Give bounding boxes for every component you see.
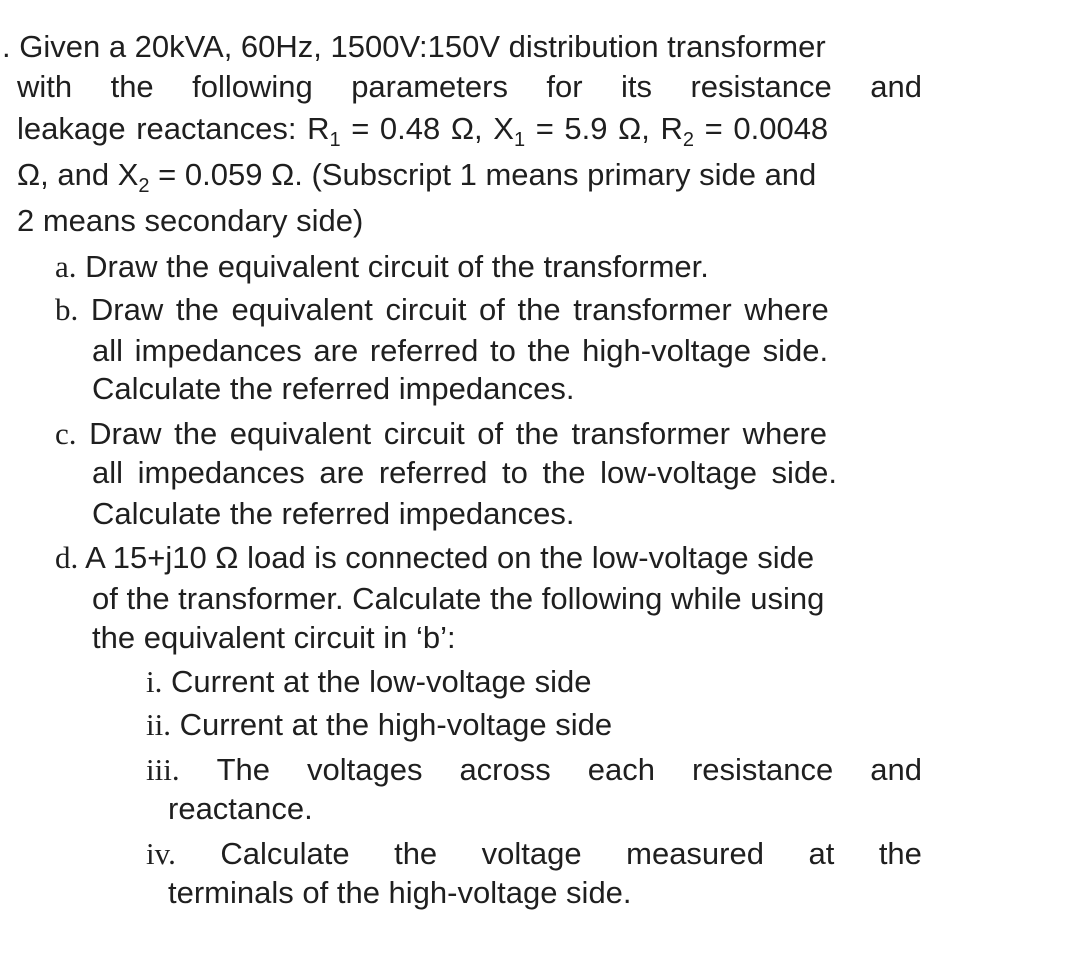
subitem-iii-line-2: reactance. — [168, 791, 313, 826]
word: the — [110, 69, 154, 104]
word: for — [546, 69, 583, 104]
intro-line-2 — [17, 69, 922, 107]
word: across — [459, 752, 551, 787]
item-marker: c. — [55, 416, 77, 451]
word: each — [587, 752, 655, 787]
subscript: 1 — [329, 129, 341, 151]
word: The — [216, 752, 270, 787]
subitem-iv-line-2: terminals of the high-voltage side. — [168, 875, 632, 910]
item-b-line-1: b. Draw the equivalent circuit of the transformer where — [55, 292, 829, 327]
item-d-line-2: of the transformer. Calculate the following while using — [92, 581, 825, 616]
item-c-line-1: c. Draw the equivalent circuit of the transformer where — [55, 416, 828, 451]
item-d-line-3: the equivalent circuit in ‘b’: — [92, 620, 456, 655]
subitem-i: i. Current at the low-voltage side — [146, 664, 592, 699]
subscript: 1 — [513, 129, 526, 151]
word: its — [621, 69, 653, 104]
subitem-marker: ii. — [146, 707, 171, 742]
word: and — [870, 752, 922, 787]
word: measured — [626, 836, 764, 871]
word: with — [17, 69, 73, 104]
word: resistance — [690, 69, 832, 104]
word: voltage — [481, 836, 582, 871]
item-marker: a. — [55, 249, 77, 284]
word: and — [870, 69, 922, 104]
item-d-line-1: d. A 15+j10 Ω load is connected on the low-voltage side — [55, 540, 815, 575]
item-marker: b. — [55, 292, 79, 327]
item-marker: d. — [55, 540, 79, 575]
word: following — [192, 69, 313, 104]
subitem-iv-line-1 — [146, 836, 922, 874]
word: the — [394, 836, 438, 871]
subscript: 2 — [138, 175, 150, 197]
intro-line-1: . Given a 20kVA, 60Hz, 1500V:150V distribution transformer — [2, 29, 826, 64]
word: resistance — [691, 752, 834, 787]
subitem-iii-line-1 — [146, 752, 922, 790]
word: at — [808, 836, 835, 871]
intro-line-5: 2 means secondary side) — [17, 203, 364, 238]
subitem-marker: i. — [146, 664, 163, 699]
word: parameters — [351, 69, 508, 104]
subitem-ii: ii. Current at the high-voltage side — [146, 707, 613, 742]
word: the — [878, 836, 922, 871]
item-b-line-3: Calculate the referred impedances. — [92, 371, 575, 406]
subscript: 2 — [682, 129, 695, 151]
subitem-marker: iv. — [146, 836, 176, 871]
intro-line-3: leakage reactances: $R_1 = 0.48$ Ω, $X_1 = 5.9$ Ω, $R_2 = 0.0048$ — [17, 111, 829, 151]
subitem-marker: iii. — [146, 752, 180, 787]
word: voltages — [306, 752, 423, 787]
item-b-line-2: all impedances are referred to the high-voltage side. — [92, 333, 829, 368]
intro-line-4: Ω, and $X_2 = 0.059$ Ω. (Subscript 1 means primary side and — [17, 157, 817, 197]
item-c-line-2: all impedances are referred to the low-voltage side. — [92, 455, 838, 490]
item-c-line-3: Calculate the referred impedances. — [92, 496, 575, 531]
item-a: a. Draw the equivalent circuit of the transformer. — [55, 249, 709, 284]
word: Calculate — [220, 836, 350, 871]
